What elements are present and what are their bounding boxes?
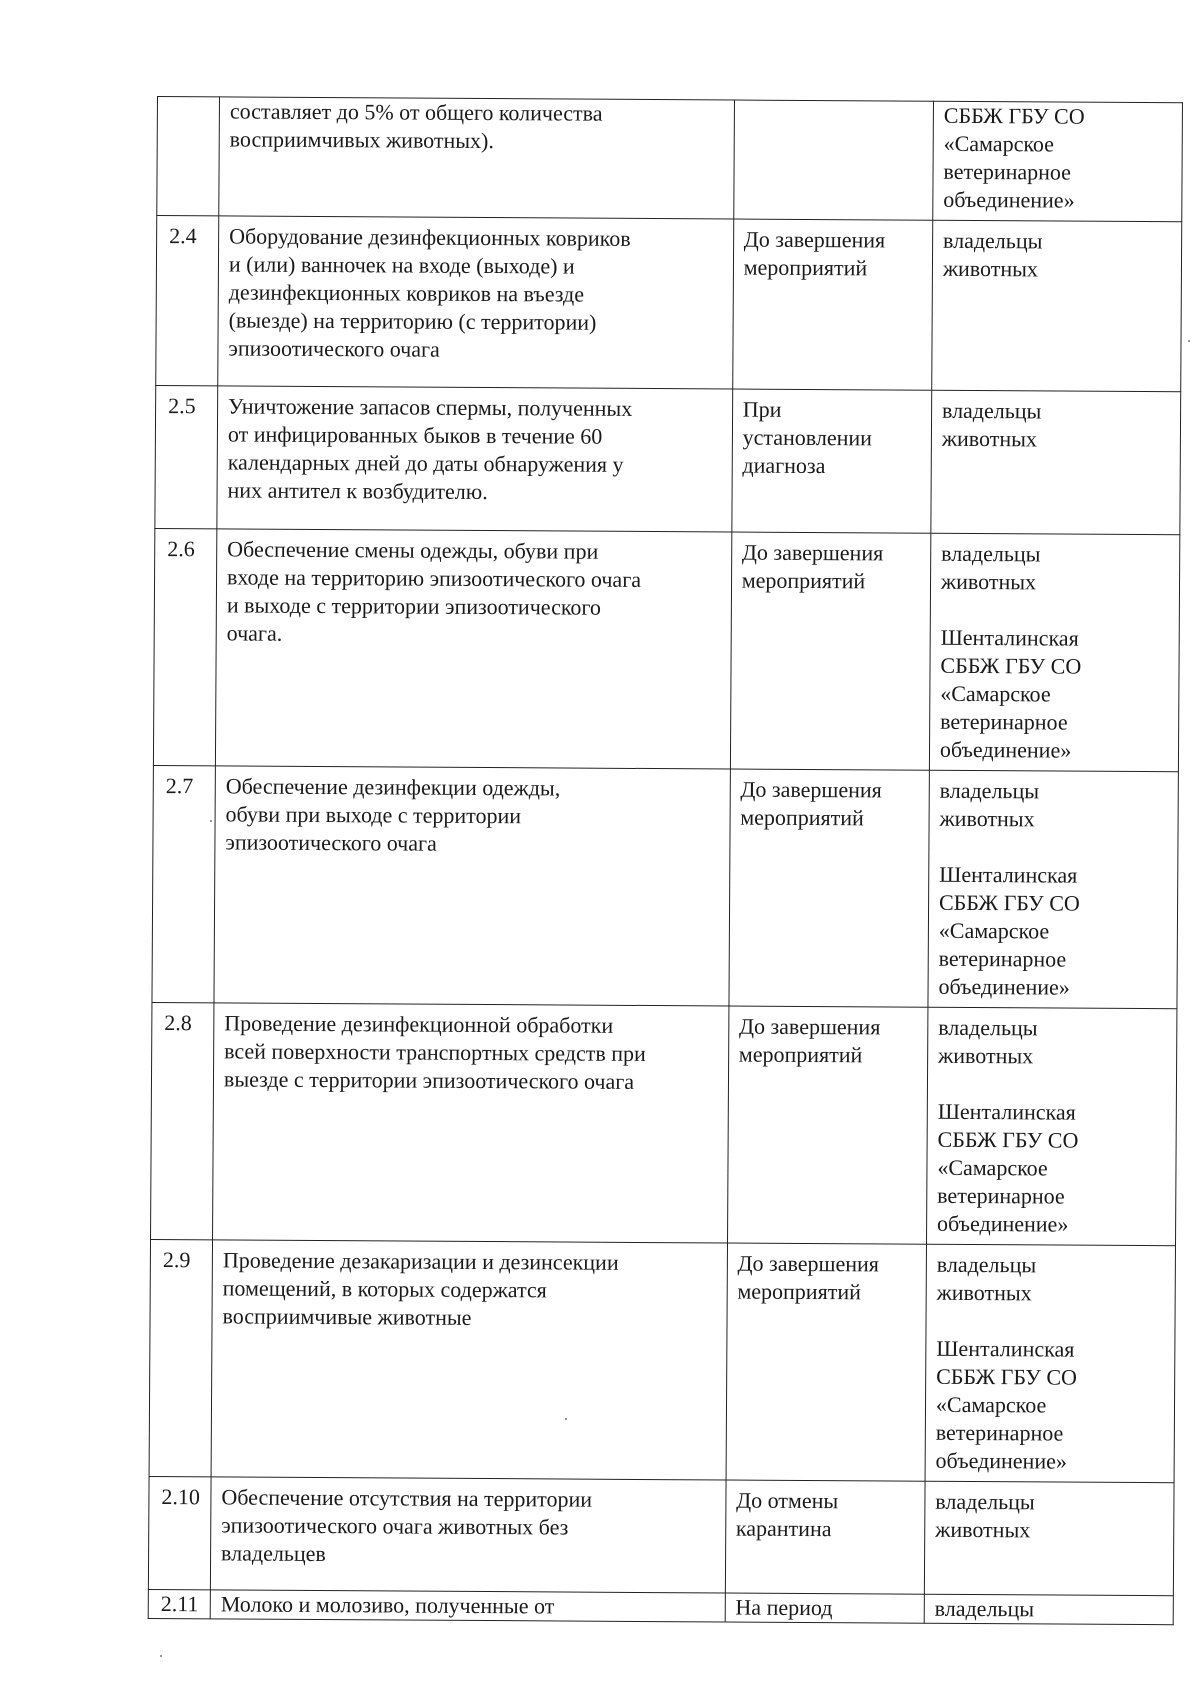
responsible-party: владельцы [924, 1594, 1173, 1625]
measure-description: Проведение дезакаризации и дезинсекции помещений, в которых содержатся восприимчивые животные [211, 1240, 727, 1480]
measure-description: Обеспечение отсутствия на территории эпизоотического очага животных без владельцев [210, 1477, 725, 1593]
row-number [157, 97, 220, 216]
table-row [151, 1002, 1177, 1245]
scan-speck [565, 1418, 567, 1420]
measure-term: При установлении диагноза [732, 389, 932, 533]
responsible-party: владельцы животных Шенталинская СББЖ ГБУ СО «Самарское ветеринарное объединение» [928, 770, 1179, 1009]
measure-description: Уничтожение запасов спермы, полученных от инфицированных быков в течение 60 календарных дней до даты обнаружения у них антител к возбудителю. [217, 386, 733, 532]
responsible-party: владельцы животных [924, 1481, 1174, 1596]
measure-term: До завершения мероприятий [726, 1243, 927, 1481]
row-number: 2.4 [156, 216, 219, 386]
measures-table [148, 96, 1183, 1625]
table-row [152, 765, 1178, 1008]
measure-term: На период [725, 1593, 924, 1623]
table-row [149, 1239, 1175, 1482]
responsible-party: владельцы животных Шенталинская СББЖ ГБУ СО «Самарское ветеринарное объединение» [926, 1007, 1177, 1246]
row-number: 2.11 [148, 1589, 210, 1618]
row-number: 2.6 [153, 528, 216, 765]
measure-term: До завершения мероприятий [727, 1006, 928, 1244]
measure-term: До завершения мероприятий [729, 769, 930, 1007]
scan-speck [210, 820, 212, 822]
responsible-party: владельцы животных [932, 220, 1182, 392]
table-row [155, 385, 1181, 534]
table-row [157, 97, 1183, 222]
measure-description: Обеспечение смены одежды, обуви при входе на территорию эпизоотического очага и выходе с территории эпизоотического очага. [215, 529, 731, 769]
scan-speck [160, 1655, 162, 1657]
row-number: 2.8 [151, 1002, 214, 1239]
scan-speck [1188, 340, 1190, 342]
responsible-party: владельцы животных Шенталинская СББЖ ГБУ СО «Самарское ветеринарное объединение» [929, 533, 1180, 772]
measure-description: Обеспечение дезинфекции одежды, обуви при выходе с территории эпизоотического очага [214, 766, 730, 1006]
measure-description: Молоко и молозиво, полученные от [210, 1590, 725, 1622]
table-row [148, 1476, 1174, 1595]
measure-term: До завершения мероприятий [730, 532, 931, 770]
table-row [156, 216, 1182, 392]
measure-term: До отмены карантина [725, 1480, 925, 1594]
responsible-party: владельцы животных [931, 390, 1181, 535]
measure-description: Оборудование дезинфекционных ковриков и (или) ванночек на входе (выходе) и дезинфекционных ковриков на въезде (выезде) на территорию (с территории) эпизоотического очага [218, 216, 734, 389]
table-row [148, 1589, 1173, 1624]
measure-term [733, 100, 933, 220]
row-number: 2.5 [155, 385, 218, 528]
responsible-party: владельцы животных Шенталинская СББЖ ГБУ СО «Самарское ветеринарное объединение» [925, 1244, 1176, 1483]
row-number: 2.10 [148, 1476, 211, 1589]
table-row [153, 528, 1179, 771]
measure-description: Проведение дезинфекционной обработки всей поверхности транспортных средств при выезде с территории эпизоотического очага [212, 1003, 728, 1243]
row-number: 2.9 [149, 1239, 212, 1476]
measure-description: составляет до 5% от общего количества восприимчивых животных). [219, 97, 734, 219]
responsible-party: СББЖ ГБУ СО «Самарское ветеринарное объединение» [933, 101, 1183, 222]
row-number: 2.7 [152, 765, 215, 1002]
measure-term: До завершения мероприятий [732, 219, 932, 390]
